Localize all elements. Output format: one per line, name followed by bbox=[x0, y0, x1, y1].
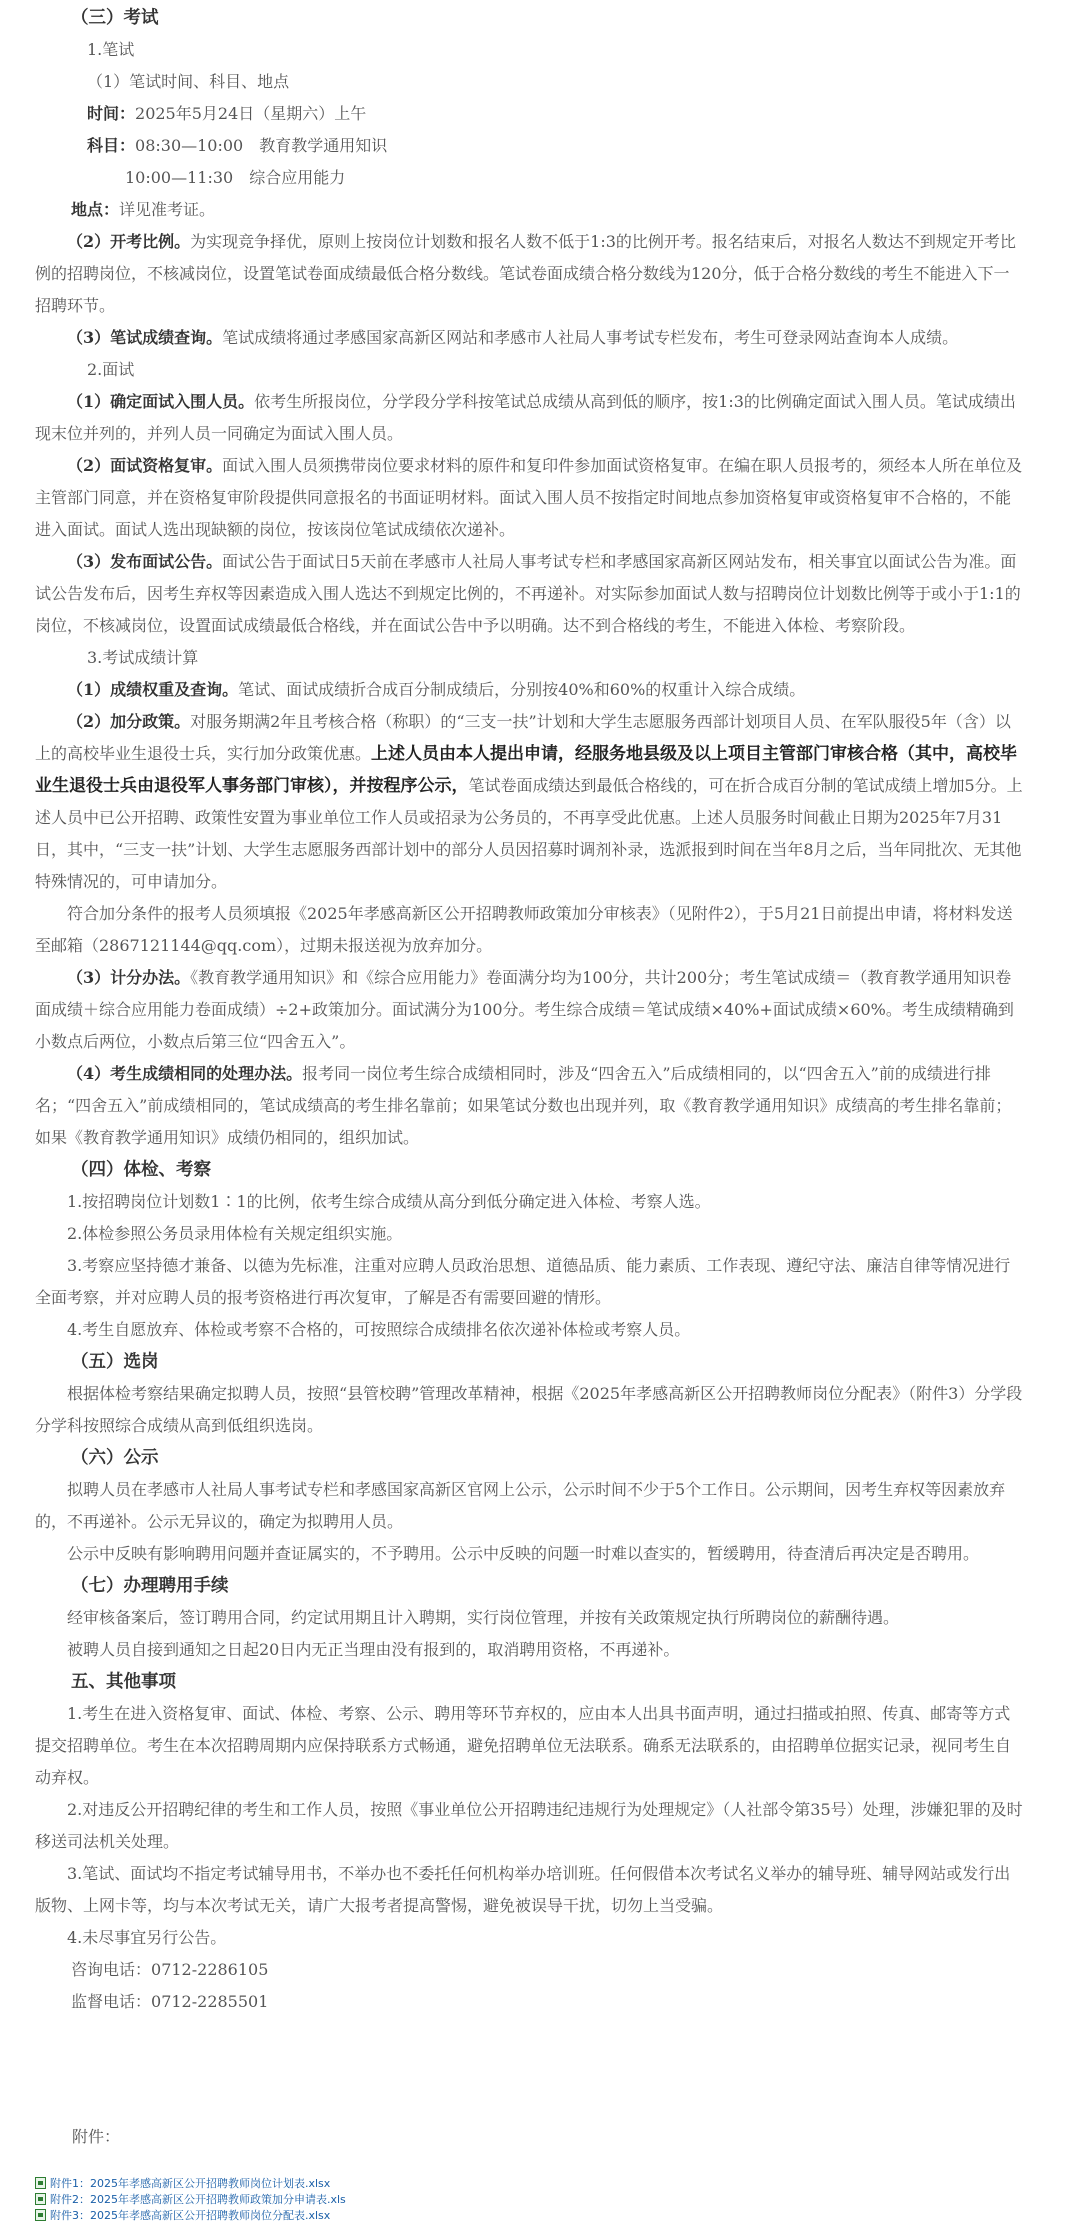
section-heading-exam: （三）考试 bbox=[71, 8, 159, 28]
subheading-score: 3.考试成绩计算 bbox=[87, 648, 199, 667]
paragraph-interview-3 bbox=[35, 546, 1025, 642]
consult-label: 咨询电话： bbox=[71, 1960, 152, 1979]
paragraph-score-2 bbox=[35, 706, 1025, 898]
interview-1-text: 依考生所报岗位，分学段分学科按笔试总成绩从高到低的顺序，按1:3的比例确定面试入围人员。笔试成绩出现末位并列的，并列人员一同确定为面试入围人员。 bbox=[35, 392, 1016, 443]
subject-label: 科目： bbox=[87, 136, 136, 155]
query-title: （3）笔试成绩查询。 bbox=[67, 328, 223, 347]
paragraph-interview-2 bbox=[35, 450, 1025, 546]
score-2-emphasis: 上述人员由本人提出申请，经服务地县级及以上项目主管部门审核合格（其中，高校毕业生退役士兵由退役军人事务部门审核），并按程序公示， bbox=[35, 744, 1018, 796]
section-heading-publicity: （六）公示 bbox=[71, 1448, 159, 1468]
subject-line1: 08:30—10:00 教育教学通用知识 bbox=[135, 136, 388, 155]
interview-2-text: 面试入围人员须携带岗位要求材料的原件和复印件参加面试资格复审。在编在职人员报考的，须经本人所在单位及主管部门同意，并在资格复审阶段提供同意报名的书面证明材料。面试入围人员不按指定时间地点参加资格复审或资格复审不合格的，不能进入面试。面试人选出现缺额的岗位，按该岗位笔试成绩依次递补。 bbox=[35, 456, 1023, 539]
paragraph-score-3 bbox=[35, 962, 1025, 1058]
score-3-text: 《教育教学通用知识》和《综合应用能力》卷面满分均为100分，共计200分；考生笔试成绩＝（教育教学通用知识卷面成绩＋综合应用能力卷面成绩）÷2+政策加分。面试满分为100分。考生综合成绩＝笔试成绩×40%+面试成绩×60%。考生成绩精确到小数点后两位，小数点后第三位“四舍五入”。 bbox=[35, 968, 1014, 1051]
place-label: 地点： bbox=[71, 200, 120, 219]
attachment-2-text[interactable]: 附件2：2025年孝感高新区公开招聘教师政策加分申请表.xls bbox=[50, 2193, 346, 2206]
supervise-phone: 0712-2285501 bbox=[151, 1992, 269, 2011]
interview-1-title: （1）确定面试入围人员。 bbox=[67, 392, 255, 411]
excel-file-icon bbox=[35, 2177, 46, 2189]
supervise-phone-line bbox=[35, 1986, 1025, 2018]
excel-file-icon bbox=[35, 2209, 46, 2221]
interview-3-title: （3）发布面试公告。 bbox=[67, 552, 223, 571]
ratio-text: 为实现竞争择优，原则上按岗位计划数和报名人数不低于1:3的比例开考。报名结束后，对报名人数达不到规定开考比例的招聘岗位，不核减岗位，设置笔试卷面成绩最低合格分数线。笔试卷面成绩合格分数线为120分，低于合格分数线的考生不能进入下一招聘环节。 bbox=[35, 232, 1016, 315]
consult-phone-line bbox=[35, 1954, 1025, 1986]
section-heading-other: 五、其他事项 bbox=[71, 1672, 176, 1692]
supervise-label: 监督电话： bbox=[71, 1992, 152, 2011]
attachments-label: 附件： bbox=[72, 2127, 121, 2146]
physical-item-4: 4.考生自愿放弃、体检或考察不合格的，可按照综合成绩排名依次递补体检或考察人员。 bbox=[67, 1320, 691, 1339]
paragraph-score-4 bbox=[35, 1058, 1025, 1154]
score-1-text: 笔试、面试成绩折合成百分制成绩后，分别按40%和60%的权重计入综合成绩。 bbox=[238, 680, 806, 699]
score-2-text-a: 对服务期满2年且考核合格（称职）的“三支一扶”计划和大学生志愿服务西部计划项目人员、在军队服役5年（含）以上的高校毕业生退役士兵，实行加分政策优惠。 bbox=[35, 712, 1011, 763]
paragraph-query bbox=[35, 322, 1025, 354]
paragraph-score-1 bbox=[35, 674, 1025, 706]
ratio-title: （2）开考比例。 bbox=[67, 232, 191, 251]
other-item-3: 3.笔试、面试均不指定考试辅导用书，不举办也不委托任何机构举办培训班。任何假借本次考试名义举办的辅导班、辅导网站或发行出版物、上网卡等，均与本次考试无关，请广大报考者提高警惕，避免被误导干扰，切勿上当受骗。 bbox=[35, 1864, 1011, 1915]
exam-subject-line2: 10:00—11:30 综合应用能力 bbox=[125, 168, 346, 187]
subheading-written: 1.笔试 bbox=[87, 40, 135, 59]
hiring-paragraph-1: 经审核备案后，签订聘用合同，约定试用期且计入聘期，实行岗位管理，并按有关政策规定执行所聘岗位的薪酬待遇。 bbox=[67, 1608, 900, 1627]
exam-place bbox=[35, 194, 1025, 226]
other-item-1: 1.考生在进入资格复审、面试、体检、考察、公示、聘用等环节弃权的，应由本人出具书面声明，通过扫描或拍照、传真、邮寄等方式提交招聘单位。考生在本次招聘周期内应保持联系方式畅通，避免招聘单位无法联系。确系无法联系的，由招聘单位据实记录，视同考生自动弃权。 bbox=[35, 1704, 1012, 1787]
interview-2-title: （2）面试资格复审。 bbox=[67, 456, 223, 475]
written-time-subject-place: （1）笔试时间、科目、地点 bbox=[87, 72, 290, 91]
exam-time bbox=[35, 98, 1025, 130]
interview-3-text: 面试公告于面试日5天前在孝感市人社局人事考试专栏和孝感国家高新区网站发布，相关事宜以面试公告为准。面试公告发布后，因考生弃权等因素造成入围人选达不到规定比例的，不再递补。对实际参加面试人数与招聘岗位计划数比例等于或小于1:1的岗位，不核减岗位，设置面试成绩最低合格线，并在面试公告中予以明确。达不到合格线的考生，不能进入体检、考察阶段。 bbox=[35, 552, 1021, 635]
attachment-3-text[interactable]: 附件3：2025年孝感高新区公开招聘教师岗位分配表.xlsx bbox=[50, 2209, 331, 2222]
article-body bbox=[35, 2, 1025, 2018]
selection-text: 根据体检考察结果确定拟聘人员，按照“县管校聘”管理改革精神，根据《2025年孝感高新区公开招聘教师岗位分配表》（附件3）分学段分学科按照综合成绩从高到低组织选岗。 bbox=[35, 1384, 1023, 1435]
section-heading-selection: （五）选岗 bbox=[71, 1352, 159, 1372]
query-text: 笔试成绩将通过孝感国家高新区网站和孝感市人社局人事考试专栏发布，考生可登录网站查询本人成绩。 bbox=[222, 328, 959, 347]
score-2-title: （2）加分政策。 bbox=[67, 712, 191, 731]
score-4-text: 报考同一岗位考生综合成绩相同时，涉及“四舍五入”后成绩相同的，以“四舍五入”前的成绩进行排名；“四舍五入”前成绩相同的，笔试成绩高的考生排名靠前；如果笔试分数也出现并列，取《教育教学通用知识》成绩高的考生排名靠前；如果《教育教学通用知识》成绩仍相同的，组织加试。 bbox=[35, 1064, 1012, 1147]
consult-phone: 0712-2286105 bbox=[151, 1960, 269, 1979]
physical-item-3: 3.考察应坚持德才兼备、以德为先标准，注重对应聘人员政治思想、道德品质、能力素质、工作表现、遵纪守法、廉洁自律等情况进行全面考察，并对应聘人员的报考资格进行再次复审，了解是否有需要回避的情形。 bbox=[35, 1256, 1011, 1307]
physical-item-1: 1.按招聘岗位计划数1∶1的比例，依考生综合成绩从高分到低分确定进入体检、考察人选。 bbox=[67, 1192, 711, 1211]
paragraph-ratio bbox=[35, 226, 1025, 322]
publicity-paragraph-2: 公示中反映有影响聘用问题并查证属实的，不予聘用。公示中反映的问题一时难以查实的，暂缓聘用，待查清后再决定是否聘用。 bbox=[67, 1544, 980, 1563]
attachment-link-3[interactable] bbox=[35, 2207, 635, 2223]
excel-file-icon bbox=[35, 2193, 46, 2205]
score-3-title: （3）计分办法。 bbox=[67, 968, 191, 987]
other-item-2: 2.对违反公开招聘纪律的考生和工作人员，按照《事业单位公开招聘违纪违规行为处理规定》（人社部令第35号）处理，涉嫌犯罪的及时移送司法机关处理。 bbox=[35, 1800, 1023, 1851]
publicity-paragraph-1: 拟聘人员在孝感市人社局人事考试专栏和孝感国家高新区官网上公示，公示时间不少于5个工作日。公示期间，因考生弃权等因素放弃的，不再递补。公示无异议的，确定为拟聘用人员。 bbox=[35, 1480, 1006, 1531]
attachment-link-1[interactable] bbox=[35, 2175, 635, 2191]
time-value: 2025年5月24日（星期六）上午 bbox=[135, 104, 367, 123]
exam-subject bbox=[35, 130, 1025, 162]
other-item-4: 4.未尽事宜另行公告。 bbox=[67, 1928, 227, 1947]
subheading-interview: 2.面试 bbox=[87, 360, 135, 379]
attachments-list bbox=[35, 2175, 635, 2223]
score-1-title: （1）成绩权重及查询。 bbox=[67, 680, 239, 699]
section-heading-physical: （四）体检、考察 bbox=[71, 1160, 211, 1180]
paragraph-interview-1 bbox=[35, 386, 1025, 450]
place-value: 详见准考证。 bbox=[119, 200, 216, 219]
physical-item-2: 2.体检参照公务员录用体检有关规定组织实施。 bbox=[67, 1224, 403, 1243]
time-label: 时间： bbox=[87, 104, 136, 123]
score-2-text-b: 笔试卷面成绩达到最低合格线的，可在折合成百分制的笔试成绩上增加5分。上述人员中已公开招聘、政策性安置为事业单位工作人员或招录为公务员的，不再享受此优惠。上述人员服务时间截止日期为2025年7月31日，其中，“三支一扶”计划、大学生志愿服务西部计划中的部分人员因招募时调剂补录，选派报到时间在当年8月之后，当年同批次、无其他特殊情况的，可申请加分。 bbox=[35, 776, 1023, 891]
attachment-link-2[interactable] bbox=[35, 2191, 635, 2207]
attachment-1-text[interactable]: 附件1：2025年孝感高新区公开招聘教师岗位计划表.xlsx bbox=[50, 2177, 331, 2190]
score-4-title: （4）考生成绩相同的处理办法。 bbox=[67, 1064, 303, 1083]
paragraph-score-2-extra: 符合加分条件的报考人员须填报《2025年孝感高新区公开招聘教师政策加分审核表》（见附件2），于5月21日前提出申请，将材料发送至邮箱（2867121144@qq.com），过期未报送视为放弃加分。 bbox=[35, 904, 1013, 955]
hiring-paragraph-2: 被聘人员自接到通知之日起20日内无正当理由没有报到的，取消聘用资格，不再递补。 bbox=[67, 1640, 680, 1659]
section-heading-hiring: （七）办理聘用手续 bbox=[71, 1576, 229, 1596]
